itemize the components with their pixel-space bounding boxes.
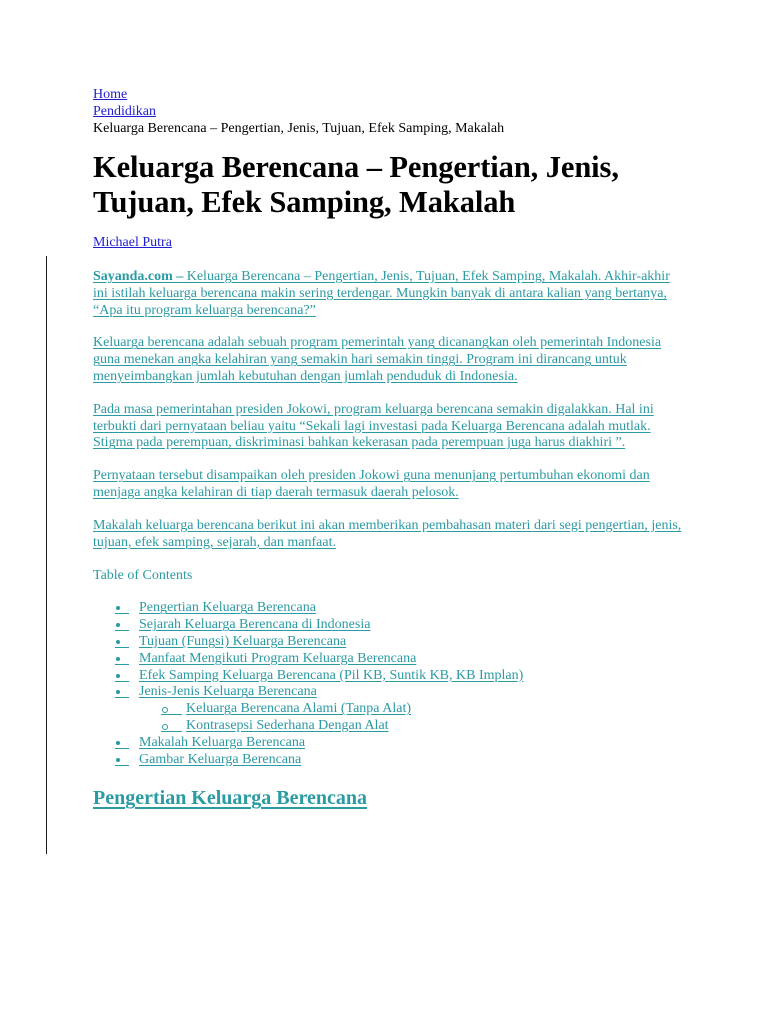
circle-bullet-icon	[161, 718, 181, 735]
intro-text: Keluarga Berencana – Pengertian, Jenis, Tujuan, Efek Samping, Makalah. Akhir-akhir ini istilah keluarga berencana makin sering terdengar. Mungkin banyak di antara kalian yang bertanya, “Apa itu program keluarga berencana?”	[93, 269, 670, 318]
breadcrumb-category-link[interactable]: Pendidikan	[93, 104, 156, 119]
bullet-icon	[115, 634, 129, 651]
breadcrumb-current: Keluarga Berencana – Pengertian, Jenis, Tujuan, Efek Samping, Makalah	[93, 121, 505, 136]
bullet-icon	[115, 735, 129, 752]
toc-item[interactable]: Jenis-Jenis Keluarga Berencana	[93, 684, 683, 701]
bullet-icon	[115, 668, 129, 685]
paragraph-definition[interactable]: Keluarga berencana adalah sebuah program pemerintah yang dicanangkan oleh pemerintah Indonesia guna menekan angka kelahiran yang semakin hari semakin tinggi. Program ini dirancang untuk menyeimbangkan jumlah kebutuhan dengan jumlah penduduk di Indonesia.	[93, 335, 662, 384]
article-title: Keluarga Berencana – Pengertian, Jenis, Tujuan, Efek Samping, Makalah	[93, 150, 619, 219]
intro-paragraph[interactable]	[93, 269, 683, 319]
toc-item[interactable]: Gambar Keluarga Berencana	[93, 752, 683, 769]
table-of-contents-end	[93, 735, 683, 769]
toc-sub-item[interactable]: Keluarga Berencana Alami (Tanpa Alat)	[93, 701, 683, 718]
toc-sub-item[interactable]: Kontrasepsi Sederhana Dengan Alat	[93, 718, 683, 735]
paragraph-statement[interactable]: Pernyataan tersebut disampaikan oleh presiden Jokowi guna menunjang pertumbuhan ekonomi dan menjaga angka kelahiran di tiap daerah termasuk daerah pelosok.	[93, 468, 650, 500]
toc-title: Table of Contents	[93, 568, 193, 584]
toc-item[interactable]: Sejarah Keluarga Berencana di Indonesia	[93, 617, 683, 634]
toc-item[interactable]: Pengertian Keluarga Berencana	[93, 600, 683, 617]
toc-item[interactable]: Tujuan (Fungsi) Keluarga Berencana	[93, 634, 683, 651]
author-link[interactable]: Michael Putra	[93, 235, 172, 250]
paragraph-overview[interactable]: Makalah keluarga berencana berikut ini akan memberikan pembahasan materi dari segi pengertian, jenis, tujuan, efek samping, sejarah, dan manfaat.	[93, 517, 682, 550]
paragraph-jokowi[interactable]: Pada masa pemerintahan presiden Jokowi, program keluarga berencana semakin digalakkan. Hal ini terbukti dari pernyataan beliau yaitu “Sekali lagi investasi pada Keluarga Berencana adalah mutlak. Stigma pada perempuan, diskriminasi bahkan kekerasan pada perempuan juga harus diakhiri ”.	[93, 401, 654, 451]
table-of-contents-sub	[93, 701, 683, 735]
site-name: Sayanda.com –	[93, 269, 184, 284]
toc-item[interactable]: Manfaat Mengikuti Program Keluarga Berencana	[93, 651, 683, 668]
article-page	[93, 86, 683, 810]
section-heading[interactable]: Pengertian Keluarga Berencana	[93, 787, 368, 810]
bullet-icon	[115, 617, 129, 634]
bullet-icon	[115, 684, 129, 701]
toc-item[interactable]: Makalah Keluarga Berencana	[93, 735, 683, 752]
bullet-icon	[115, 752, 129, 769]
bullet-icon	[115, 600, 129, 617]
table-of-contents	[93, 600, 683, 701]
breadcrumb	[93, 86, 683, 137]
bullet-icon	[115, 651, 129, 668]
circle-bullet-icon	[161, 701, 181, 718]
breadcrumb-home-link[interactable]: Home	[93, 87, 128, 102]
toc-item[interactable]: Efek Samping Keluarga Berencana (Pil KB, Suntik KB, KB Implan)	[93, 668, 683, 685]
margin-rule	[46, 256, 47, 854]
